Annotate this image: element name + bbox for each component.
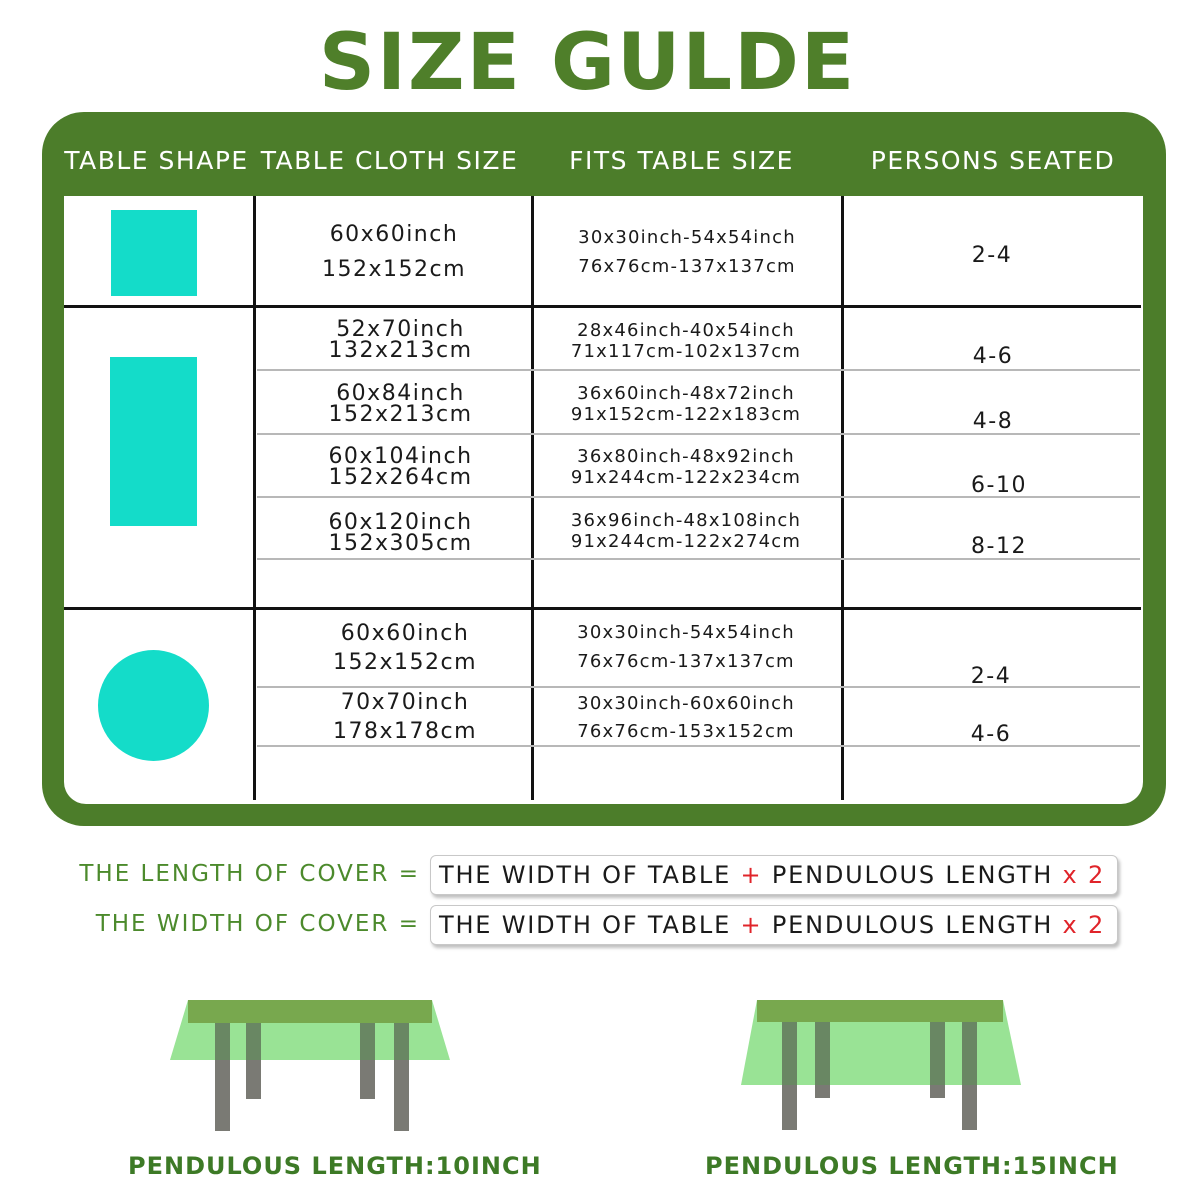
column-divider bbox=[253, 196, 256, 800]
table-illustration-10inch bbox=[160, 990, 460, 1140]
round-table-shape bbox=[98, 650, 209, 761]
fits-size-cm: 91x244cm-122x234cm bbox=[570, 467, 802, 488]
cloth-size-inch: 52x70inch bbox=[336, 317, 465, 342]
cloth-size-inch: 60x60inch bbox=[329, 222, 459, 247]
caption-10inch: PENDULOUS LENGTH:10INCH bbox=[128, 1152, 542, 1180]
cloth-size-cm: 152x152cm bbox=[321, 257, 467, 282]
persons-seated: 4-8 bbox=[972, 409, 1014, 434]
section-divider bbox=[64, 305, 1141, 308]
fits-size-inch: 30x30inch-60x60inch bbox=[577, 693, 795, 714]
header-cloth-size: TABLE CLOTH SIZE bbox=[260, 146, 519, 175]
column-divider bbox=[841, 196, 844, 800]
formula-width-label: THE WIDTH OF COVER = bbox=[95, 911, 420, 937]
header-fits-table: FITS TABLE SIZE bbox=[569, 146, 794, 175]
cloth-size-inch: 60x120inch bbox=[328, 510, 473, 535]
fits-size-cm: 91x152cm-122x183cm bbox=[570, 404, 802, 425]
caption-15inch: PENDULOUS LENGTH:15INCH bbox=[705, 1152, 1119, 1180]
cloth-size-inch: 60x104inch bbox=[328, 444, 473, 469]
formula-term: THE WIDTH OF TABLE bbox=[439, 861, 732, 889]
fits-size-cm: 71x117cm-102x137cm bbox=[570, 341, 802, 362]
formula-term: PENDULOUS LENGTH bbox=[771, 911, 1054, 939]
cloth-size-inch: 60x60inch bbox=[340, 621, 470, 646]
fits-size-cm: 76x76cm-153x152cm bbox=[577, 721, 795, 742]
persons-seated: 4-6 bbox=[970, 722, 1012, 747]
fits-size-inch: 28x46inch-40x54inch bbox=[577, 320, 795, 341]
formula-term: THE WIDTH OF TABLE bbox=[439, 911, 732, 939]
multiplier: x 2 bbox=[1062, 861, 1106, 889]
fits-size-cm: 76x76cm-137x137cm bbox=[578, 256, 796, 277]
cloth-size-cm: 132x213cm bbox=[328, 338, 473, 363]
persons-seated: 2-4 bbox=[971, 243, 1013, 268]
cloth-size-cm: 152x152cm bbox=[332, 650, 478, 675]
square-table-shape bbox=[111, 210, 197, 296]
fits-size-cm: 91x244cm-122x274cm bbox=[570, 531, 802, 552]
multiplier: x 2 bbox=[1062, 911, 1106, 939]
fits-size-inch: 36x96inch-48x108inch bbox=[570, 510, 802, 531]
persons-seated: 4-6 bbox=[972, 344, 1014, 369]
table-illustration-15inch bbox=[735, 990, 1035, 1140]
cloth-size-inch: 60x84inch bbox=[336, 381, 465, 406]
fits-size-inch: 30x30inch-54x54inch bbox=[578, 227, 796, 248]
header-table-shape: TABLE SHAPE bbox=[64, 146, 249, 175]
formula-length-box bbox=[430, 855, 1118, 895]
page-title: SIZE GULDE bbox=[318, 18, 857, 108]
formula-width-box bbox=[430, 905, 1118, 945]
section-divider bbox=[64, 607, 1141, 610]
persons-seated: 2-4 bbox=[970, 664, 1012, 689]
fits-size-inch: 30x30inch-54x54inch bbox=[577, 622, 795, 643]
plus-sign: + bbox=[740, 861, 763, 889]
header-persons-seated: PERSONS SEATED bbox=[870, 146, 1116, 175]
persons-seated: 8-12 bbox=[971, 534, 1027, 559]
formula-length-label: THE LENGTH OF COVER = bbox=[79, 861, 420, 887]
cloth-size-inch: 70x70inch bbox=[340, 690, 470, 715]
formula-term: PENDULOUS LENGTH bbox=[771, 861, 1054, 889]
rectangle-table-shape bbox=[110, 357, 197, 526]
cloth-size-cm: 152x305cm bbox=[328, 531, 473, 556]
plus-sign: + bbox=[740, 911, 763, 939]
row-divider bbox=[257, 369, 1140, 371]
fits-size-inch: 36x60inch-48x72inch bbox=[577, 383, 795, 404]
cloth-size-cm: 152x264cm bbox=[328, 465, 473, 490]
fits-size-cm: 76x76cm-137x137cm bbox=[577, 651, 795, 672]
persons-seated: 6-10 bbox=[971, 473, 1027, 498]
fits-size-inch: 36x80inch-48x92inch bbox=[577, 446, 795, 467]
cloth-size-cm: 178x178cm bbox=[332, 719, 478, 744]
cloth-size-cm: 152x213cm bbox=[328, 402, 473, 427]
